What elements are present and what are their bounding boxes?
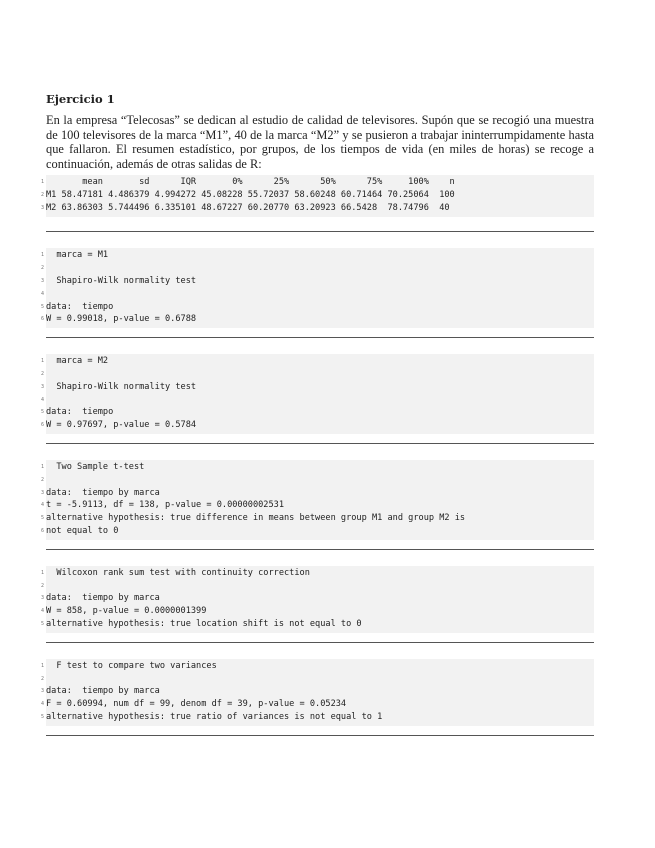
line-number: 5 bbox=[40, 515, 44, 522]
line-number: 1 bbox=[40, 463, 44, 470]
code-line bbox=[40, 368, 594, 381]
code-line bbox=[40, 660, 594, 673]
line-number: 4 bbox=[40, 396, 44, 403]
code-text: F = 0.60994, num df = 99, denom df = 39, p-value = 0.05234 bbox=[46, 699, 347, 710]
code-line bbox=[40, 499, 594, 512]
line-number: 5 bbox=[40, 303, 44, 310]
code-line bbox=[40, 381, 594, 394]
code-line bbox=[40, 176, 594, 189]
horizontal-rule bbox=[46, 642, 594, 643]
code-line bbox=[40, 313, 594, 326]
code-text: Wilcoxon rank sum test with continuity correction bbox=[46, 567, 310, 578]
code-line bbox=[40, 249, 594, 262]
code-text: data: tiempo by marca bbox=[46, 686, 160, 697]
code-line bbox=[40, 262, 594, 275]
code-text: marca = M2 bbox=[46, 356, 109, 367]
line-number: 4 bbox=[40, 502, 44, 509]
exercise-title: Ejercicio 1 bbox=[46, 92, 115, 106]
line-number: 3 bbox=[40, 205, 44, 212]
line-number: 1 bbox=[40, 179, 44, 186]
horizontal-rule bbox=[46, 549, 594, 550]
line-number: 1 bbox=[40, 569, 44, 576]
line-number: 4 bbox=[40, 290, 44, 297]
code-line bbox=[40, 673, 594, 686]
code-text: Shapiro-Wilk normality test bbox=[46, 381, 197, 392]
code-line bbox=[40, 202, 594, 215]
code-text: W = 858, p-value = 0.0000001399 bbox=[46, 606, 207, 617]
code-line bbox=[40, 406, 594, 419]
r-output-block bbox=[40, 460, 594, 540]
code-line bbox=[40, 711, 594, 724]
code-line bbox=[40, 525, 594, 538]
line-number: 3 bbox=[40, 383, 44, 390]
line-number: 4 bbox=[40, 701, 44, 708]
line-number: 6 bbox=[40, 422, 44, 429]
code-text: t = -5.9113, df = 138, p-value = 0.00000002531 bbox=[46, 500, 284, 511]
line-number: 5 bbox=[40, 620, 44, 627]
line-number: 2 bbox=[40, 582, 44, 589]
code-text: alternative hypothesis: true difference in means between group M1 and group M2 is bbox=[46, 513, 466, 524]
line-number: 3 bbox=[40, 595, 44, 602]
code-text: data: tiempo bbox=[46, 407, 114, 418]
code-line bbox=[40, 580, 594, 593]
line-number: 5 bbox=[40, 713, 44, 720]
code-line bbox=[40, 474, 594, 487]
line-number: 2 bbox=[40, 675, 44, 682]
horizontal-rule bbox=[46, 231, 594, 232]
code-line bbox=[40, 487, 594, 500]
line-number: 1 bbox=[40, 358, 44, 365]
code-text: M2 63.86303 5.744496 6.335101 48.67227 60.20770 63.20923 66.5428 78.74796 40 bbox=[46, 203, 450, 214]
code-text: M1 58.47181 4.486379 4.994272 45.08228 55.72037 58.60248 60.71464 70.25064 100 bbox=[46, 190, 455, 201]
line-number: 3 bbox=[40, 277, 44, 284]
code-text: data: tiempo by marca bbox=[46, 487, 160, 498]
line-number: 2 bbox=[40, 265, 44, 272]
code-line bbox=[40, 685, 594, 698]
code-line bbox=[40, 698, 594, 711]
code-line bbox=[40, 275, 594, 288]
line-number: 2 bbox=[40, 192, 44, 199]
code-text: W = 0.97697, p-value = 0.5784 bbox=[46, 420, 197, 431]
r-output-blocks bbox=[40, 175, 594, 735]
code-line bbox=[40, 189, 594, 202]
code-line bbox=[40, 288, 594, 301]
code-text: not equal to 0 bbox=[46, 525, 119, 536]
code-text: mean sd IQR 0% 25% 50% 75% 100% n bbox=[46, 177, 455, 188]
line-number: 1 bbox=[40, 662, 44, 669]
code-line bbox=[40, 567, 594, 580]
code-line bbox=[40, 512, 594, 525]
horizontal-rule bbox=[46, 337, 594, 338]
code-line bbox=[40, 394, 594, 407]
code-text: alternative hypothesis: true ratio of variances is not equal to 1 bbox=[46, 711, 383, 722]
code-text: Two Sample t-test bbox=[46, 461, 145, 472]
code-line bbox=[40, 419, 594, 432]
code-line bbox=[40, 592, 594, 605]
code-line bbox=[40, 355, 594, 368]
r-output-block bbox=[40, 566, 594, 633]
line-number: 2 bbox=[40, 476, 44, 483]
code-text: alternative hypothesis: true location shift is not equal to 0 bbox=[46, 618, 362, 629]
r-output-block bbox=[40, 354, 594, 434]
line-number: 5 bbox=[40, 409, 44, 416]
line-number: 4 bbox=[40, 608, 44, 615]
line-number: 1 bbox=[40, 252, 44, 259]
line-number: 2 bbox=[40, 370, 44, 377]
code-text: data: tiempo by marca bbox=[46, 593, 160, 604]
exercise-intro: En la empresa “Telecosas” se dedican al estudio de calidad de televisores. Supón que se recogió una muestra de 100 televisores de la marca “M1”, 40 de la marca “M2” y se pusieron a trabajar ininterrumpidamente hasta que fallaron. El resumen estadístico, por grupos, de los tiempos de vida (en miles de horas) se recoge a continuación, además de otras salidas de R: bbox=[46, 113, 594, 171]
line-number: 6 bbox=[40, 527, 44, 534]
code-text: W = 0.99018, p-value = 0.6788 bbox=[46, 314, 197, 325]
document-page bbox=[40, 92, 594, 752]
summary-table-block bbox=[40, 175, 594, 217]
horizontal-rule bbox=[46, 443, 594, 444]
code-line bbox=[40, 301, 594, 314]
code-text: F test to compare two variances bbox=[46, 660, 217, 671]
code-line bbox=[40, 461, 594, 474]
code-line bbox=[40, 605, 594, 618]
code-text: data: tiempo bbox=[46, 301, 114, 312]
r-output-block bbox=[40, 248, 594, 328]
code-text: marca = M1 bbox=[46, 250, 109, 261]
r-output-block bbox=[40, 659, 594, 726]
line-number: 3 bbox=[40, 489, 44, 496]
line-number: 6 bbox=[40, 316, 44, 323]
code-text: Shapiro-Wilk normality test bbox=[46, 275, 197, 286]
horizontal-rule bbox=[46, 735, 594, 736]
line-number: 3 bbox=[40, 688, 44, 695]
code-line bbox=[40, 618, 594, 631]
